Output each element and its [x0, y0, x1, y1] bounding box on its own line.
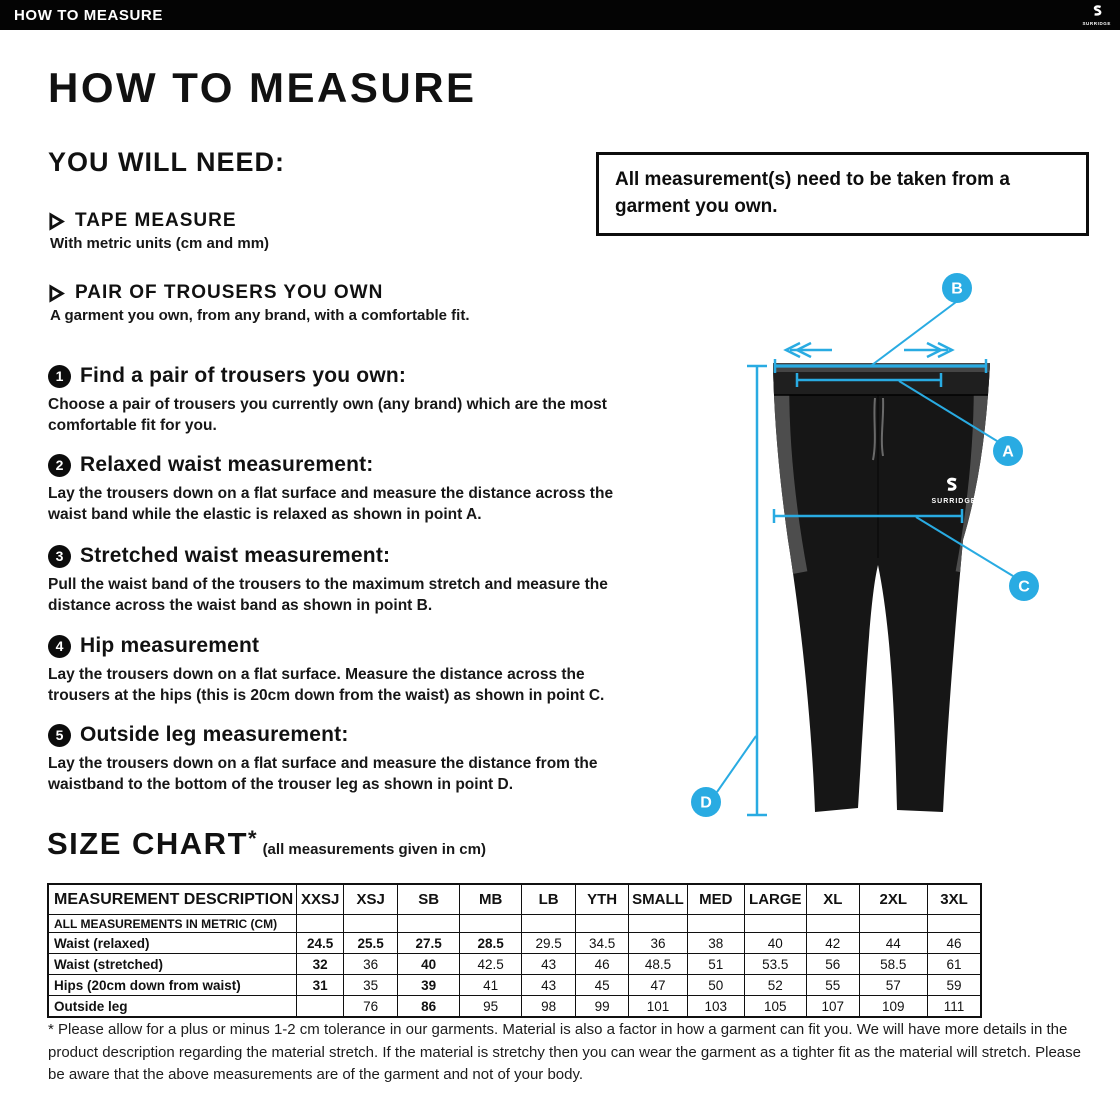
row-label: Outside leg	[48, 996, 297, 1018]
need-item-title: PAIR OF TROUSERS YOU OWN	[75, 282, 384, 303]
size-value-cell: 99	[576, 996, 629, 1018]
triangle-bullet-icon	[48, 212, 65, 231]
size-chart-asterisk: *	[248, 826, 257, 851]
size-value-cell: 56	[806, 954, 859, 975]
size-chart-col-5: LB	[522, 884, 576, 915]
step-4	[48, 634, 653, 707]
size-value-cell: 46	[576, 954, 629, 975]
svg-text:C: C	[1018, 578, 1030, 596]
size-value-cell: 42.5	[460, 954, 522, 975]
size-value-cell: 41	[460, 975, 522, 996]
size-chart-col-10: XL	[806, 884, 859, 915]
size-value-cell: 35	[344, 975, 398, 996]
marker-d	[691, 787, 721, 817]
size-chart-col-0: MEASUREMENT DESCRIPTION	[48, 884, 297, 915]
topbar-title: HOW TO MEASURE	[14, 6, 163, 24]
size-value-cell: 53.5	[744, 954, 806, 975]
size-chart-col-3: SB	[398, 884, 460, 915]
step-number-badge: 3	[48, 545, 71, 568]
size-chart-col-2: XSJ	[344, 884, 398, 915]
size-chart-table	[47, 883, 982, 1018]
step-body: Choose a pair of trousers you currently own (any brand) which are the most comfortable fit for you.	[48, 396, 607, 435]
svg-text:D: D	[700, 794, 712, 812]
metric-note-cell: ALL MEASUREMENTS IN METRIC (CM)	[48, 915, 297, 933]
step-2	[48, 453, 653, 526]
size-chart-col-4: MB	[460, 884, 522, 915]
footnote: * Please allow for a plus or minus 1-2 cm tolerance in our garments. Material is also a factor in how a garment can fit you. We will have more details in the product description regarding the material stretch. If the material is stretchy then you can wear the garment as a tighter fit as the material will stretch. Please be aware that the above measurements are of the garment and not of your body.	[48, 1021, 1081, 1083]
size-chart-col-7: SMALL	[629, 884, 688, 915]
need-item-desc: A garment you own, from any brand, with a comfortable fit.	[50, 307, 470, 324]
size-chart-row	[48, 954, 981, 975]
step-title: Stretched waist measurement:	[80, 544, 391, 567]
size-value-cell: 76	[344, 996, 398, 1018]
size-value-cell: 98	[522, 996, 576, 1018]
size-chart-col-6: YTH	[576, 884, 629, 915]
size-value-cell: 95	[460, 996, 522, 1018]
size-chart-header-row	[48, 884, 981, 915]
size-value-cell: 58.5	[859, 954, 927, 975]
step-number-badge: 5	[48, 724, 71, 747]
marker-c	[1009, 571, 1039, 601]
size-chart-col-8: MED	[687, 884, 744, 915]
size-value-cell: 109	[859, 996, 927, 1018]
size-value-cell: 57	[859, 975, 927, 996]
step-title: Find a pair of trousers you own:	[80, 364, 407, 387]
svg-text:A: A	[1002, 443, 1014, 461]
step-title: Outside leg measurement:	[80, 723, 349, 746]
need-item-desc: With metric units (cm and mm)	[50, 235, 270, 252]
page-title: HOW TO MEASURE	[48, 64, 477, 111]
size-value-cell: 47	[629, 975, 688, 996]
size-value-cell: 59	[927, 975, 981, 996]
size-value-cell: 105	[744, 996, 806, 1018]
size-value-cell: 101	[629, 996, 688, 1018]
size-value-cell: 44	[859, 933, 927, 954]
size-chart-col-1: XXSJ	[297, 884, 344, 915]
marker-a	[993, 436, 1023, 466]
step-1	[48, 364, 653, 437]
triangle-bullet-icon	[48, 284, 65, 303]
svg-text:SURRIDGE: SURRIDGE	[931, 498, 977, 505]
surridge-logo	[1082, 4, 1111, 27]
step-5	[48, 723, 653, 796]
size-value-cell: 55	[806, 975, 859, 996]
size-chart-title: SIZE CHART	[47, 826, 248, 861]
size-value-cell: 36	[629, 933, 688, 954]
step-body: Lay the trousers down on a flat surface. Measure the distance across the trousers at the hips (this is 20cm down from the waist) as shown in point C.	[48, 666, 605, 705]
size-chart-row	[48, 975, 981, 996]
need-item-tape-measure	[48, 210, 269, 252]
size-value-cell: 43	[522, 954, 576, 975]
svg-text:B: B	[951, 280, 963, 298]
size-value-cell: 61	[927, 954, 981, 975]
step-title: Hip measurement	[80, 634, 260, 657]
size-chart-col-12: 3XL	[927, 884, 981, 915]
size-value-cell: 32	[297, 954, 344, 975]
size-value-cell: 24.5	[297, 933, 344, 954]
top-title-bar	[0, 0, 1120, 30]
you-will-need-heading: YOU WILL NEED:	[48, 147, 286, 177]
leader-line-d	[717, 736, 756, 792]
callout-box: All measurement(s) need to be taken from a garment you own.	[596, 152, 1089, 236]
need-item-title: TAPE MEASURE	[75, 210, 237, 231]
size-chart-col-9: LARGE	[744, 884, 806, 915]
step-number-badge: 1	[48, 365, 71, 388]
step-title: Relaxed waist measurement:	[80, 453, 374, 476]
size-value-cell: 39	[398, 975, 460, 996]
step-number-badge: 2	[48, 454, 71, 477]
size-value-cell: 48.5	[629, 954, 688, 975]
metric-note-row	[48, 915, 981, 933]
size-value-cell	[297, 996, 344, 1018]
size-value-cell: 43	[522, 975, 576, 996]
step-body: Lay the trousers down on a flat surface and measure the distance across the waist band while the elastic is relaxed as shown in point A.	[48, 485, 614, 524]
size-value-cell: 27.5	[398, 933, 460, 954]
size-chart-col-11: 2XL	[859, 884, 927, 915]
size-chart-row	[48, 933, 981, 954]
size-value-cell: 46	[927, 933, 981, 954]
row-label: Waist (relaxed)	[48, 933, 297, 954]
size-value-cell: 25.5	[344, 933, 398, 954]
size-value-cell: 34.5	[576, 933, 629, 954]
step-3	[48, 544, 653, 617]
trousers-measurement-diagram	[690, 258, 1080, 848]
marker-b	[942, 273, 972, 303]
size-value-cell: 38	[687, 933, 744, 954]
size-value-cell: 107	[806, 996, 859, 1018]
size-value-cell: 51	[687, 954, 744, 975]
size-value-cell: 31	[297, 975, 344, 996]
size-value-cell: 40	[398, 954, 460, 975]
stretch-arrow-right	[904, 343, 952, 357]
size-value-cell: 103	[687, 996, 744, 1018]
stretch-arrow-left	[786, 343, 832, 357]
size-chart-subtitle: (all measurements given in cm)	[262, 841, 486, 858]
size-value-cell: 50	[687, 975, 744, 996]
surridge-logo-text: SURRIDGE	[1082, 20, 1111, 26]
row-label: Hips (20cm down from waist)	[48, 975, 297, 996]
step-number-badge: 4	[48, 635, 71, 658]
outside-leg-line	[747, 366, 767, 815]
size-value-cell: 40	[744, 933, 806, 954]
size-value-cell: 52	[744, 975, 806, 996]
size-chart-row	[48, 996, 981, 1018]
step-body: Pull the waist band of the trousers to the maximum stretch and measure the distance across the waist band as shown in point B.	[48, 576, 608, 615]
size-value-cell: 36	[344, 954, 398, 975]
size-chart-heading	[47, 826, 486, 862]
size-value-cell: 42	[806, 933, 859, 954]
need-item-trousers	[48, 282, 469, 324]
size-value-cell: 111	[927, 996, 981, 1018]
row-label: Waist (stretched)	[48, 954, 297, 975]
size-value-cell: 28.5	[460, 933, 522, 954]
step-body: Lay the trousers down on a flat surface and measure the distance from the waistband to the bottom of the trouser leg as shown in point D.	[48, 755, 598, 794]
size-value-cell: 29.5	[522, 933, 576, 954]
size-value-cell: 45	[576, 975, 629, 996]
surridge-s-icon	[1089, 4, 1105, 21]
size-value-cell: 86	[398, 996, 460, 1018]
